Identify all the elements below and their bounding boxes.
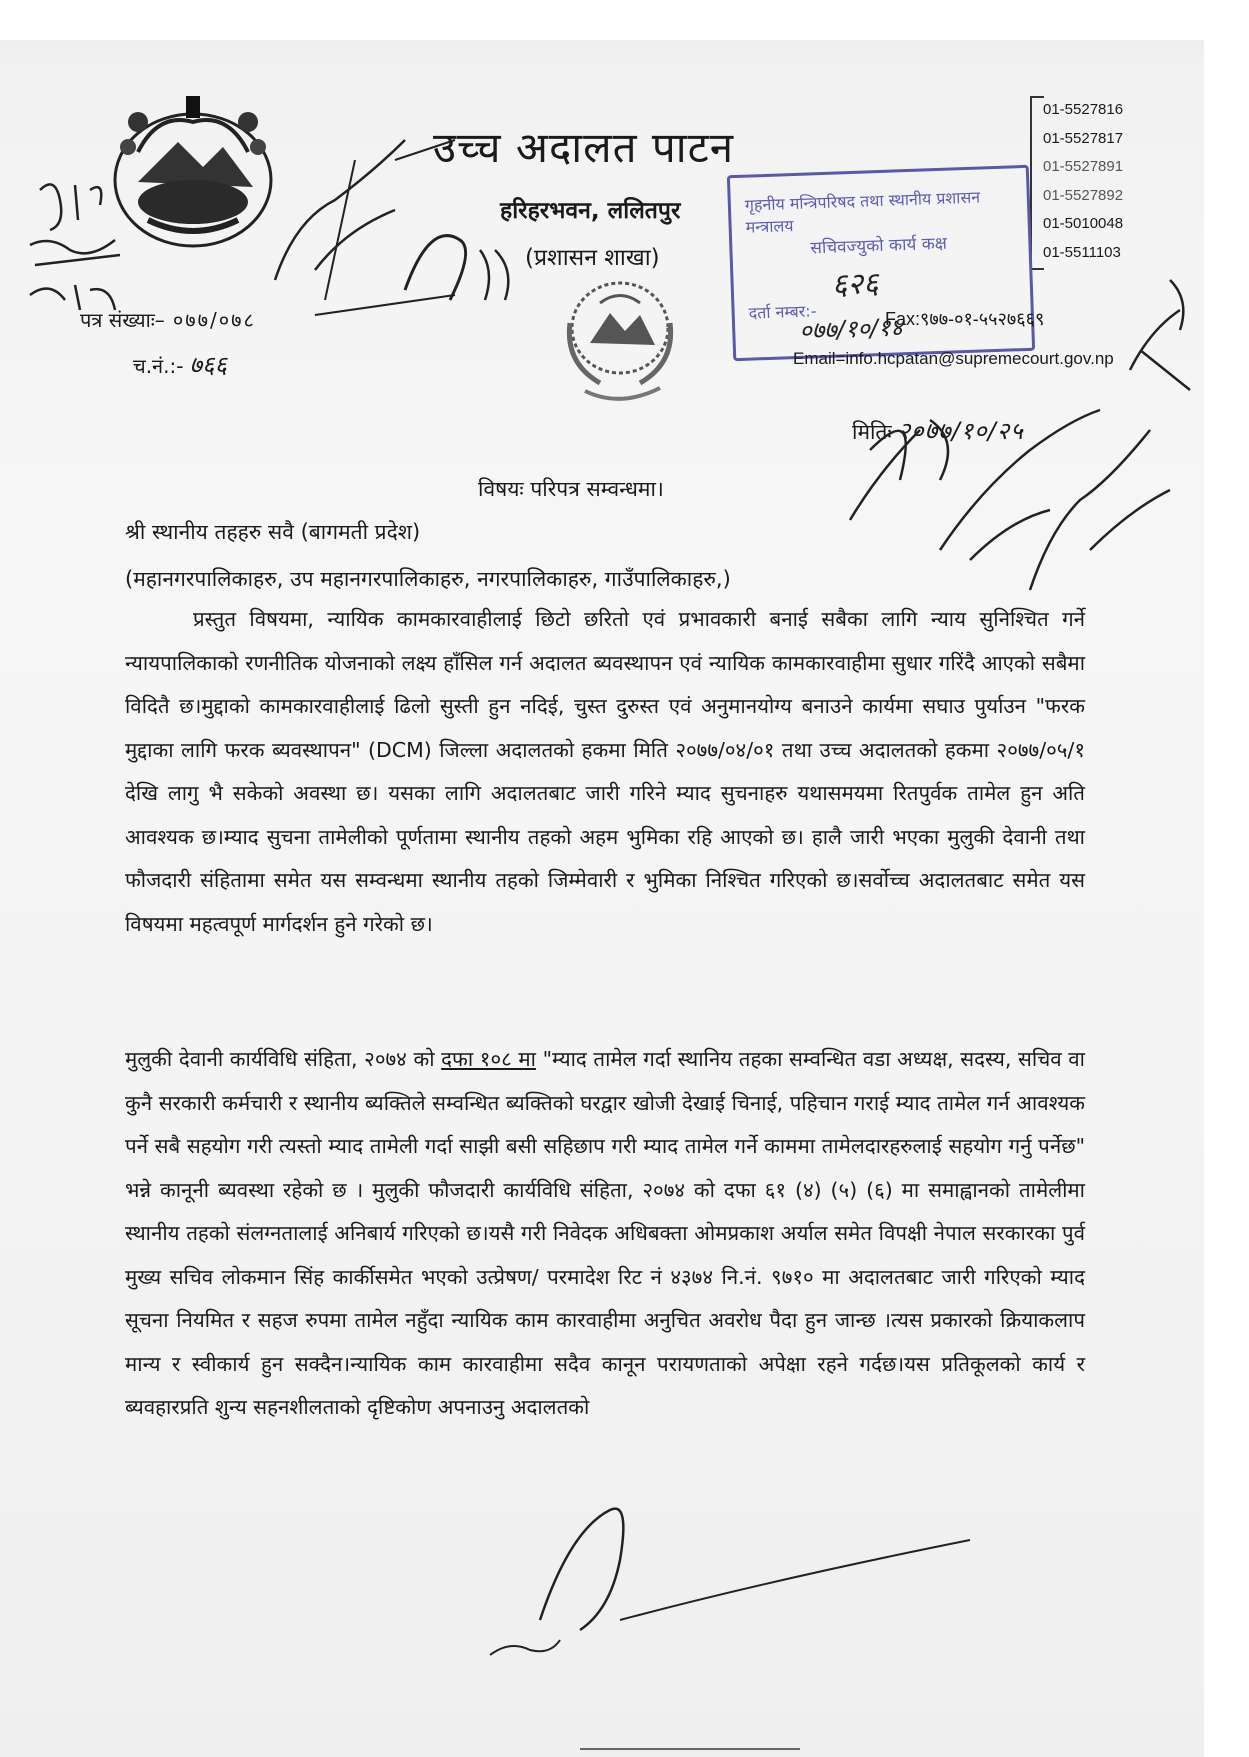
fax-number: Fax:९७७-०१-५५२७६६९ <box>885 309 1045 329</box>
letter-number-label: पत्र संख्याः– <box>80 308 165 332</box>
phone-number: 01-5527892 <box>1043 186 1124 204</box>
letter-number <box>80 306 256 333</box>
phone-number: 01-5527817 <box>1043 129 1124 147</box>
letter-subject: विषयः परिपत्र सम्वन्धमा। <box>478 477 664 501</box>
stamp-office: सचिवज्युको कार्य कक्ष <box>810 233 948 259</box>
page-footer-rule <box>580 1748 800 1750</box>
stamp-darta-label: दर्ता नम्बर:- <box>748 301 817 323</box>
court-seal-icon <box>540 273 700 413</box>
stamp-ministry: गृहनीय मन्त्रिपरिषद तथा स्थानीय प्रशासन मन्त्रालय <box>744 187 981 237</box>
scan-top-margin <box>0 0 1249 40</box>
phone-number: 01-5511103 <box>1043 243 1121 261</box>
paragraph-2-prefix: मुलुकी देवानी कार्यविधि संहिता, २०७४ को <box>125 1047 442 1071</box>
date-label: मितिः <box>852 420 892 444</box>
paragraph-1: प्रस्तुत विषयमा, न्यायिक कामकारवाहीलाई छिटो छरितो एवं प्रभावकारी बनाई सबैका लागि न्याय सुनिश्चित गर्ने न्यायपालिकाको रणनीतिक योजनाको लक्ष्य हाँसिल गर्न अदालत ब्यवस्थापन एवं न्यायिक कामकारवाहीमा सुधार गरिंदै आएको सबैमा विदितै छ।मुद्दाको कामकारवाहीलाई ढिलो सुस्ती हुन नदिई, चुस्त दुरुस्त एवं अनुमानयोग्य बनाउने कार्यमा सघाउ पुर्याउन "फरक मुद्दाका लागि फरक ब्यवस्थापन" (DCM) जिल्ला अदालतको हकमा मिति २०७७/०४/०१ तथा उच्च अदालतको हकमा २०७७/०५/१ देखि लागु भै सकेको अवस्था छ। यसका लागि अदालतबाट जारी गरिने म्याद सुचनाहरु यथासमयमा रितपुर्वक तामेल हुन अति आवश्यक छ।म्याद सुचना तामेलीको पूर्णतामा स्थानीय तहको अहम भुमिका रहि आएको छ। हालै जारी भएका मुलुकी देवानी तथा फौजदारी संहितामा समेत यस सम्वन्धमा स्थानीय तहको जिम्मेवारी र भुमिका निश्चित गरिएको छ।सर्वोच्च अदालतबाट समेत यस विषयमा महत्वपूर्ण मार्गदर्शन हुने गरेको छ। <box>125 607 1085 936</box>
receipt-stamp <box>727 165 1035 361</box>
email-address: Email=info.hcpatan@supremecourt.gov.np <box>793 349 1114 368</box>
challan-number <box>133 348 227 381</box>
phone-number: 01-5010048 <box>1043 215 1124 232</box>
letter-addressee: श्री स्थानीय तहहरु सवै (बागमती प्रदेश) <box>125 520 421 544</box>
phone-bracket <box>1030 96 1044 270</box>
challan-label: च.नं.:- <box>133 354 184 378</box>
challan-value: ७६६ <box>189 351 227 379</box>
paragraph-2-body: "म्याद तामेल गर्दा स्थानिय तहका सम्वन्धित वडा अध्यक्ष, सदस्य, सचिव वा कुनै सरकारी कर्मचारी र स्थानीय ब्यक्तिले सम्वन्धित ब्यक्तिको घरद्वार खोजी देखाई चिनाई, पहिचान गराई म्याद तामेल गर्न आवश्यक पर्ने सबै सहयोग गरी त्यस्तो म्याद तामेली गर्दा साझी बसी सहिछाप गरी म्याद तामेल गर्ने काममा तामेलदारहरुलाई सहयोग गर्नु पर्नेछ" भन्ने कानूनी ब्यवस्था रहेको छ । मुलुकी फौजदारी कार्यविधि संहिता, २०७४ को दफा ६१ (४) (५) (६) मा समाह्वानको तामेलीमा स्थानीय तहको संलग्नतालाई अनिबार्य गरिएको छ।यसै गरी निवेदक अधिबक्ता ओमप्रकाश अर्याल समेत विपक्षी नेपाल सरकारका पुर्व मुख्य सचिव लोकमान सिंह कार्कीसमेत भएको उत्प्रेषण/ परमादेश रिट नं ४३७४ नि.नं. ९७१० मा अदालतबाट जारी गरिएको म्याद सूचना नियमित र सहज रुपमा तामेल नहुँदा न्यायिक काम कारवाहीमा अनुचित अवरोध पैदा हुन जान्छ ।त्यस प्रकारको क्रियाकलाप मान्य र स्वीकार्य हुन सक्दैन।न्यायिक काम कारवाहीमा सदैव कानून परायणताको अपेक्षा रहने गर्दछ।यस प्रतिकूलको कार्य र ब्यवहारप्रति शुन्य सहनशीलताको दृष्टिकोण अपनाउनु अदालतको <box>125 1047 1085 1419</box>
phone-number: 01-5527816 <box>1043 101 1124 118</box>
phone-list <box>1043 96 1123 267</box>
nepal-emblem-icon <box>108 92 278 252</box>
court-address: हरिहरभवन, ललितपुर <box>500 198 681 224</box>
court-name: उच्च अदालत पाटन <box>433 123 735 172</box>
stamp-date: ०७७/१०/१४ <box>798 313 904 345</box>
phone-number: 01-5527891 <box>1043 158 1124 175</box>
letter-number-value: ०७७/०७८ <box>172 308 256 332</box>
letter-addressee-detail: (महानगरपालिकाहरु, उप महानगरपालिकाहरु, नगरपालिकाहरु, गाउँपालिकाहरु,) <box>125 567 731 591</box>
scan-right-margin <box>1204 0 1249 1757</box>
paragraph-2 <box>125 1038 1085 1430</box>
letter-date <box>852 414 1024 447</box>
paragraph-2-section-ref: दफा १०८ मा <box>441 1047 536 1071</box>
court-branch: (प्रशासन शाखा) <box>525 245 660 271</box>
date-value: २०७७/१०/२५ <box>897 417 1024 445</box>
stamp-number: ६२६ <box>831 266 880 303</box>
